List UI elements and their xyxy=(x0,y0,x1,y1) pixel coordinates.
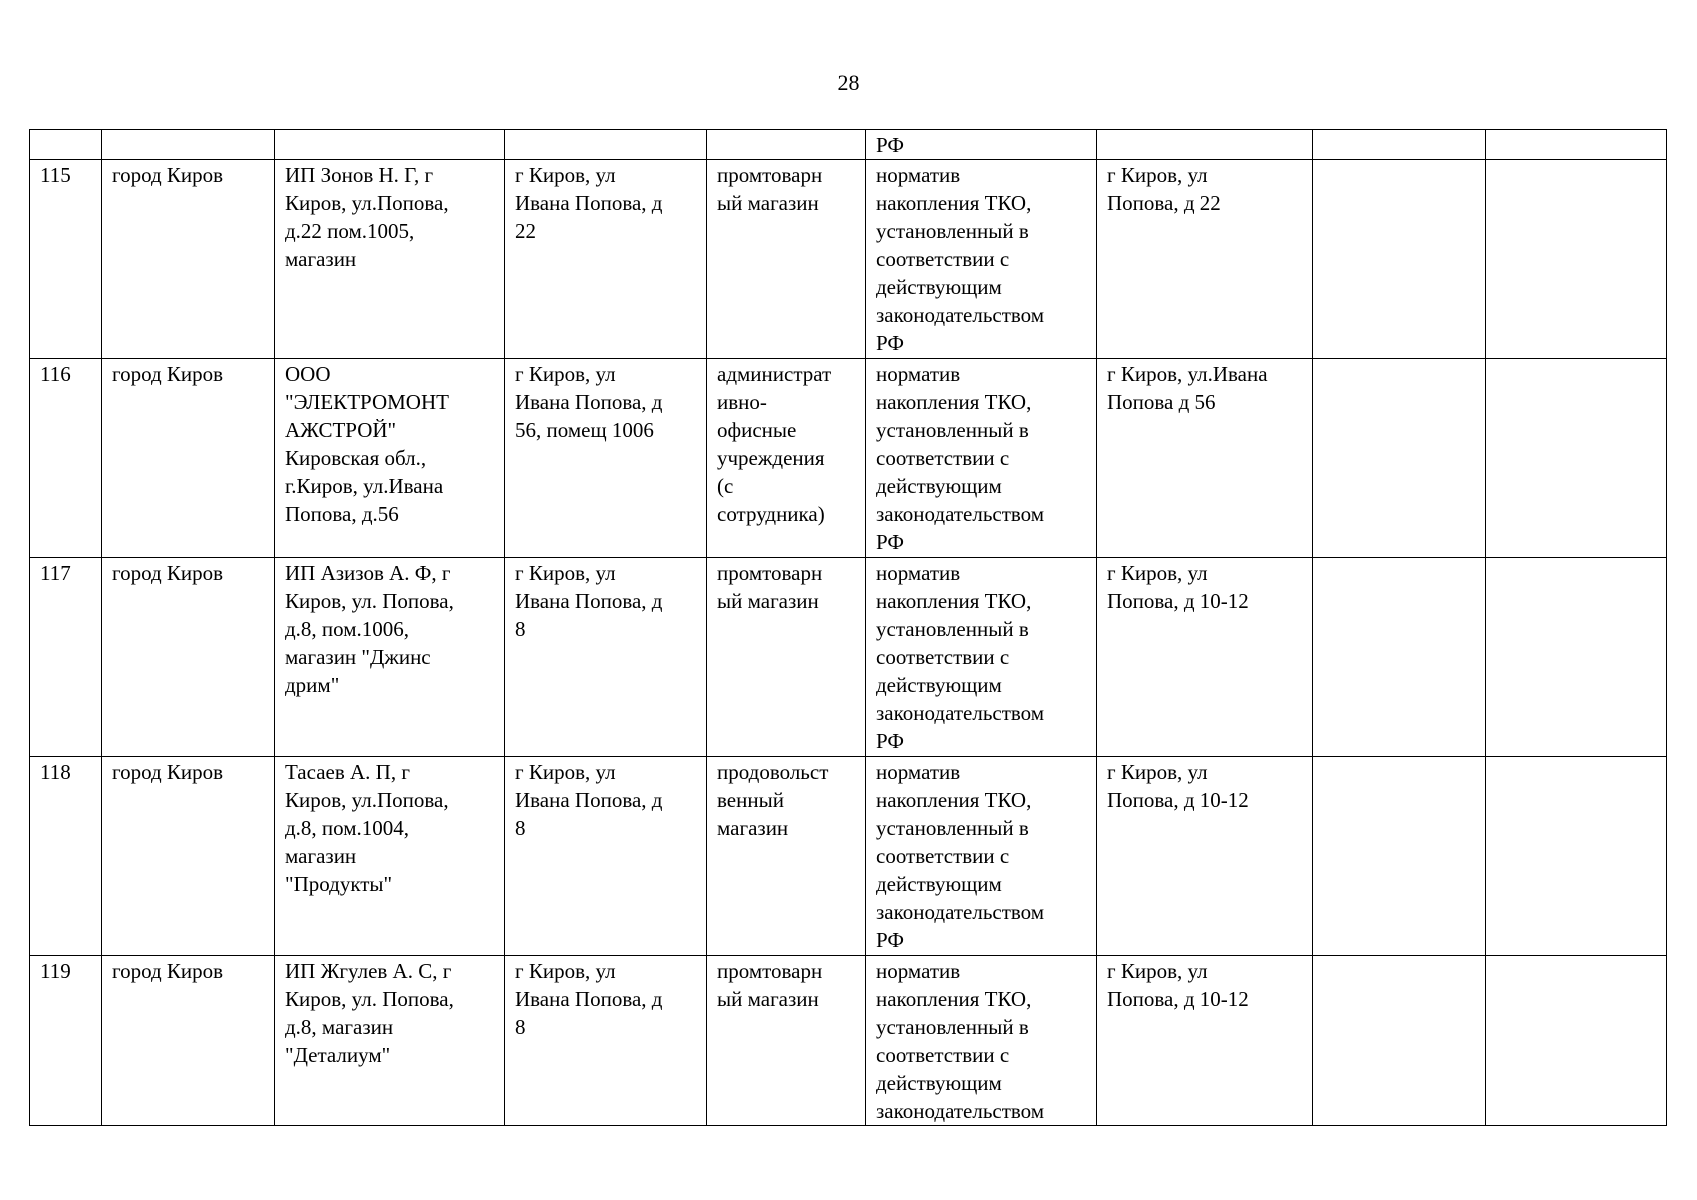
page-number: 28 xyxy=(837,70,860,95)
cell-norm: норматив накопления ТКО, установленный в соответствии с действующим законодательством РФ xyxy=(866,558,1097,757)
cell-col9 xyxy=(1486,130,1667,160)
cell-site xyxy=(1097,130,1313,160)
cell-num: 118 xyxy=(30,757,102,956)
cell-col9 xyxy=(1486,160,1667,359)
cell-source: ООО "ЭЛЕКТРОМОНТ АЖСТРОЙ" Кировская обл., г.Киров, ул.Ивана Попова, д.56 xyxy=(275,359,505,558)
cell-address: г Киров, ул Ивана Попова, д 56, помещ 1006 xyxy=(505,359,707,558)
waste-sources-table xyxy=(29,129,1667,1126)
cell-address xyxy=(505,130,707,160)
cell-source: ИП Жгулев А. С, г Киров, ул. Попова, д.8, магазин "Деталиум" xyxy=(275,956,505,1126)
cell-num xyxy=(30,130,102,160)
cell-site: г Киров, ул Попова, д 10-12 xyxy=(1097,558,1313,757)
cell-num: 117 xyxy=(30,558,102,757)
cell-col8 xyxy=(1313,757,1486,956)
cell-source: ИП Зонов Н. Г, г Киров, ул.Попова, д.22 пом.1005, магазин xyxy=(275,160,505,359)
cell-address: г Киров, ул Ивана Попова, д 22 xyxy=(505,160,707,359)
cell-address: г Киров, ул Ивана Попова, д 8 xyxy=(505,956,707,1126)
cell-source: ИП Азизов А. Ф, г Киров, ул. Попова, д.8, пом.1006, магазин "Джинс дрим" xyxy=(275,558,505,757)
table-row xyxy=(30,558,1667,757)
cell-col8 xyxy=(1313,160,1486,359)
cell-norm: норматив накопления ТКО, установленный в соответствии с действующим законодательством РФ xyxy=(866,160,1097,359)
cell-source xyxy=(275,130,505,160)
cell-col9 xyxy=(1486,956,1667,1126)
cell-category: промтоварн ый магазин xyxy=(707,160,866,359)
cell-address: г Киров, ул Ивана Попова, д 8 xyxy=(505,757,707,956)
cell-address: г Киров, ул Ивана Попова, д 8 xyxy=(505,558,707,757)
continuation-row xyxy=(30,130,1667,160)
cell-site: г Киров, ул Попова, д 10-12 xyxy=(1097,757,1313,956)
cell-municipality: город Киров xyxy=(102,160,275,359)
cell-municipality: город Киров xyxy=(102,956,275,1126)
cell-municipality: город Киров xyxy=(102,359,275,558)
cell-col9 xyxy=(1486,757,1667,956)
cell-site: г Киров, ул Попова, д 22 xyxy=(1097,160,1313,359)
table-row xyxy=(30,956,1667,1126)
cell-num: 116 xyxy=(30,359,102,558)
cell-site: г Киров, ул.Ивана Попова д 56 xyxy=(1097,359,1313,558)
table-row xyxy=(30,160,1667,359)
cell-site: г Киров, ул Попова, д 10-12 xyxy=(1097,956,1313,1126)
cell-col8 xyxy=(1313,558,1486,757)
cell-norm: норматив накопления ТКО, установленный в соответствии с действующим законодательством РФ xyxy=(866,757,1097,956)
cell-norm: норматив накопления ТКО, установленный в соответствии с действующим законодательством xyxy=(866,956,1097,1126)
cell-norm: РФ xyxy=(866,130,1097,160)
cell-num: 115 xyxy=(30,160,102,359)
cell-num: 119 xyxy=(30,956,102,1126)
cell-municipality: город Киров xyxy=(102,558,275,757)
cell-source: Тасаев А. П, г Киров, ул.Попова, д.8, пом.1004, магазин "Продукты" xyxy=(275,757,505,956)
cell-category: администрат ивно- офисные учреждения (с сотрудника) xyxy=(707,359,866,558)
table-row xyxy=(30,359,1667,558)
cell-category: промтоварн ый магазин xyxy=(707,558,866,757)
cell-col9 xyxy=(1486,359,1667,558)
cell-col8 xyxy=(1313,956,1486,1126)
cell-norm: норматив накопления ТКО, установленный в соответствии с действующим законодательством РФ xyxy=(866,359,1097,558)
cell-category: продовольст венный магазин xyxy=(707,757,866,956)
cell-category xyxy=(707,130,866,160)
cell-col8 xyxy=(1313,359,1486,558)
cell-col9 xyxy=(1486,558,1667,757)
table-row xyxy=(30,757,1667,956)
cell-municipality xyxy=(102,130,275,160)
cell-municipality: город Киров xyxy=(102,757,275,956)
cell-category: промтоварн ый магазин xyxy=(707,956,866,1126)
cell-col8 xyxy=(1313,130,1486,160)
